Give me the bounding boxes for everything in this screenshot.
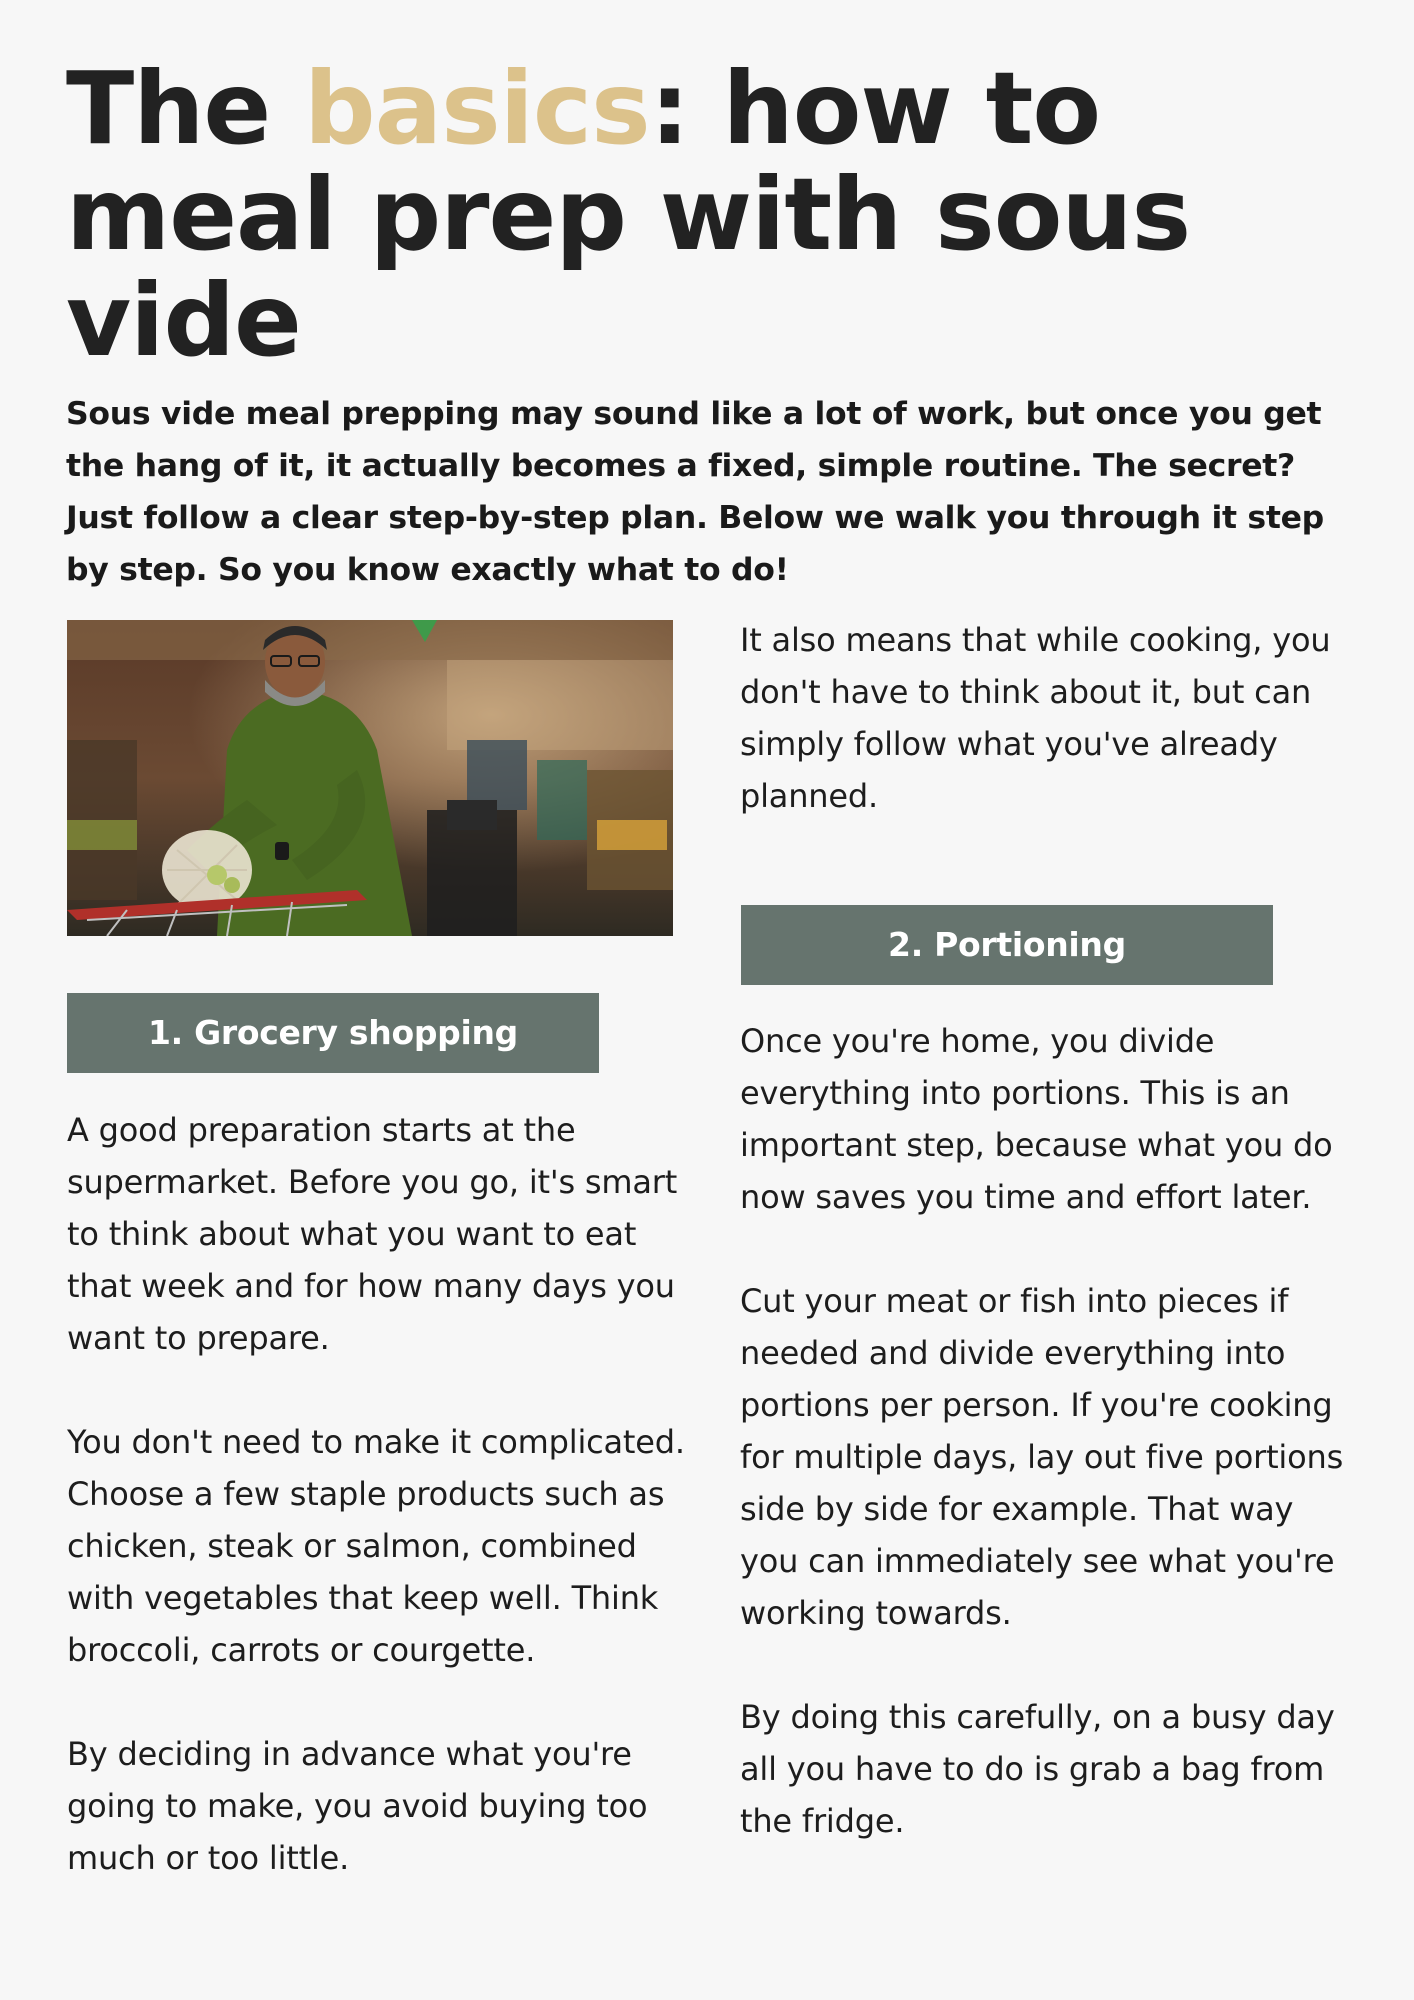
title-part2: : how to meal prep with sous vide — [66, 50, 1191, 379]
grocery-paragraph-3: By deciding in advance what you're going to make, you avoid buying too much or too little. — [67, 1735, 648, 1877]
title-part1: The — [66, 50, 305, 167]
section-heading-grocery-shopping: 1. Grocery shopping — [67, 993, 599, 1073]
intro-paragraph: Sous vide meal prepping may sound like a lot of work, but once you get the hang of it, it actually becomes a fixed, simple routine. The secret? Just follow a clear step-by-step plan. Below we walk you through it step by step. So you know exactly what to do! — [66, 396, 1324, 588]
man-shopping-supermarket-photo — [67, 620, 673, 936]
page-title — [66, 50, 1366, 379]
right-intro-paragraph: It also means that while cooking, you don't have to think about it, but can simply follow what you've already planned. — [740, 621, 1331, 815]
grocery-paragraph-2: You don't need to make it complicated. Choose a few staple products such as chicken, steak or salmon, combined with vegetables that keep well. Think broccoli, carrots or courgette. — [67, 1423, 685, 1669]
title-accent-word: basics — [304, 50, 650, 167]
portioning-body — [740, 1015, 1360, 1847]
right-column-intro — [740, 614, 1360, 822]
grocery-shopping-body — [67, 1104, 687, 1884]
portioning-paragraph-3: By doing this carefully, on a busy day all you have to do is grab a bag from the fridge. — [740, 1698, 1335, 1840]
portioning-paragraph-1: Once you're home, you divide everything into portions. This is an important step, because what you do now saves you time and effort later. — [740, 1022, 1333, 1216]
grocery-paragraph-1: A good preparation starts at the supermarket. Before you go, it's smart to think about what you want to eat that week and for how many days you want to prepare. — [67, 1111, 678, 1357]
portioning-paragraph-2: Cut your meat or fish into pieces if needed and divide everything into portions per person. If you're cooking for multiple days, lay out five portions side by side for example. That way you can immediately see what you're working towards. — [740, 1282, 1344, 1632]
section-heading-portioning: 2. Portioning — [741, 905, 1273, 985]
